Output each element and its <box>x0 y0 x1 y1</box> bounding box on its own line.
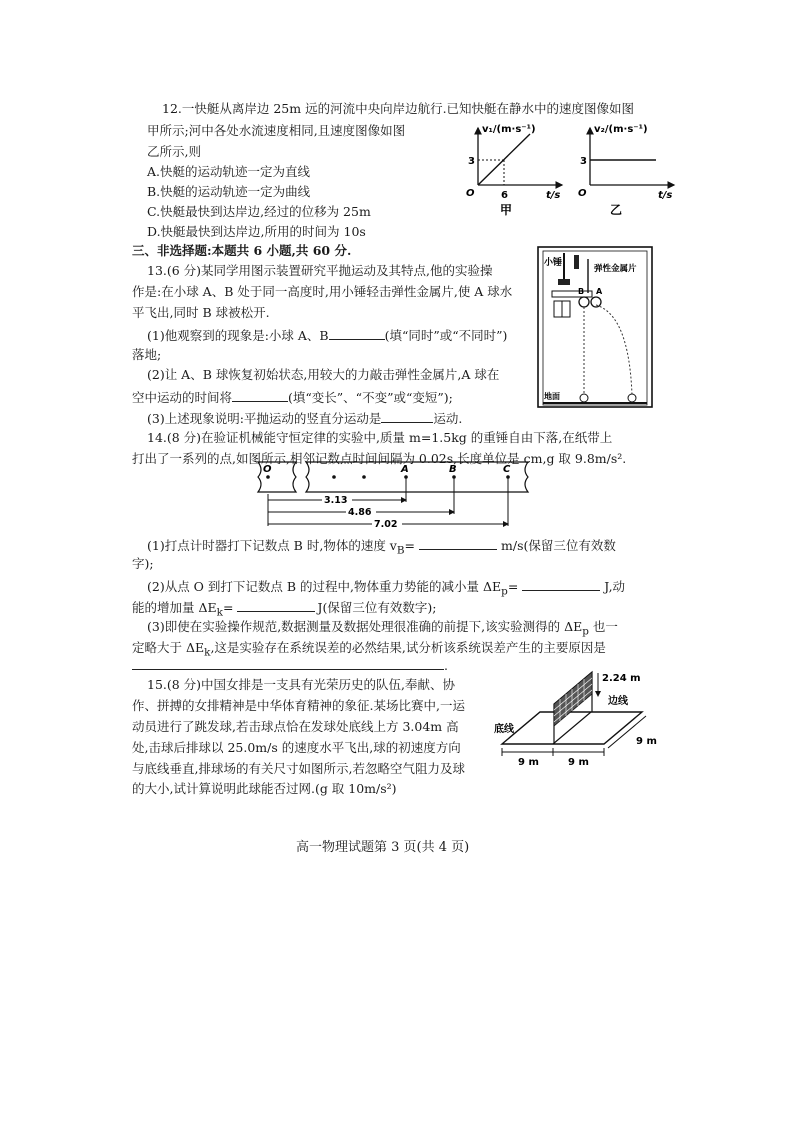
q13-part2-hint: (填“变长”、“不变”或“变短”); <box>288 390 453 405</box>
q13-fig-ball-b-label: B <box>578 287 585 296</box>
q13-part1-end: 落地; <box>132 347 162 362</box>
q12-option-d: D.快艇最快到达岸边,所用的时间为 10s <box>147 224 366 239</box>
q12-graph-b-ylabel: v₂/(m·s⁻¹) <box>594 124 648 135</box>
q14-part2-text: (2)从点 O 到打下记数点 B 的过程中,物体重力势能的减小量 ΔE <box>147 579 502 594</box>
section-3-title: 三、非选择题:本题共 6 小题,共 60 分. <box>132 243 352 258</box>
q14-label-c: C <box>503 464 511 475</box>
q14-part3-line2-text: 定略大于 ΔE <box>132 640 205 655</box>
q15-baseline-label: 底线 <box>494 724 514 735</box>
q14-dist-ob: 4.86 <box>348 507 372 518</box>
page-footer: 高一物理试题第 3 页(共 4 页) <box>296 840 470 855</box>
q14-part3-line2-sub: k <box>204 646 211 659</box>
q14-part2-sub: p <box>501 585 508 598</box>
q13-part2-text: 空中运动的时间将 <box>132 390 233 405</box>
q14-line1: 14.(8 分)在验证机械能守恒定律的实验中,质量 m=1.5kg 的重锤自由下落,在纸带上 <box>147 430 613 445</box>
q15-court-figure <box>494 668 662 768</box>
q12-graph-a <box>458 120 570 220</box>
q14-dist-oc: 7.02 <box>374 519 398 530</box>
q12-option-b: B.快艇的运动轨迹一定为曲线 <box>147 184 311 199</box>
q13-part1-text: (1)他观察到的现象是:小球 A、B <box>147 328 329 343</box>
q12-graph-b <box>570 120 682 220</box>
q12-graph-b-xlabel: t/s <box>658 190 673 201</box>
q14-blank-1[interactable] <box>419 536 497 550</box>
q13-part1 <box>147 326 507 344</box>
q14-part2-unit: J,动 <box>604 579 626 594</box>
q13-blank-2[interactable] <box>232 388 288 402</box>
q14-part1-end: 字); <box>132 556 154 571</box>
q14-part3-line1 <box>147 619 618 640</box>
q13-blank-1[interactable] <box>329 326 385 340</box>
q14-blank-3[interactable] <box>237 598 315 612</box>
q14-part2-line2-text: 能的增加量 ΔE <box>132 600 217 615</box>
q15-line4: 处,击球后排球以 25.0m/s 的速度水平飞出,球的初速度方向 <box>132 740 461 755</box>
q14-part3-line2-cont: ,这是实验存在系统误差的必然结果,试分析该系统误差产生的主要原因是 <box>210 640 606 655</box>
q15-half1-label: 9 m <box>518 757 539 768</box>
q14-part3-line3 <box>132 656 448 674</box>
q15-line5: 与底线垂直,排球场的有关尺寸如图所示,若忽略空气阻力及球 <box>132 761 465 776</box>
q15-net-height-label: 2.24 m <box>602 673 641 684</box>
q13-line1: 13.(6 分)某同学用图示装置研究平抛运动及其特点,他的实验操 <box>147 263 493 278</box>
q12-graph-b-caption: 乙 <box>610 203 623 217</box>
q13-apparatus-figure <box>534 245 656 411</box>
q14-paper-tape-figure <box>250 458 540 530</box>
q13-part2-line1: (2)让 A、B 球恢复初始状态,用较大的力敲击弹性金属片,A 球在 <box>147 367 500 382</box>
q13-part2 <box>132 388 453 406</box>
q12-graph-a-ytick: 3 <box>468 156 475 167</box>
q14-part3-text: (3)即使在实验操作规范,数据测量及数据处理很准确的前提下,该实验测得的 ΔE <box>147 619 583 634</box>
q13-fig-hammer-label: 小锤 <box>544 258 563 268</box>
q12-graph-a-origin: O <box>466 188 475 199</box>
q14-label-o: O <box>263 464 272 475</box>
q15-width-label: 9 m <box>636 736 657 747</box>
q14-part3-cont: 也一 <box>588 619 618 634</box>
q12-graph-b-origin: O <box>578 188 587 199</box>
q13-part3-text: (3)上述现象说明:平抛运动的竖直分运动是 <box>147 411 382 426</box>
q12-graph-a-xlabel: t/s <box>546 190 561 201</box>
q14-blank-2[interactable] <box>522 577 600 591</box>
q15-line6: 的大小,试计算说明此球能否过网.(g 取 10m/s²) <box>132 781 397 796</box>
q12-option-a: A.快艇的运动轨迹一定为直线 <box>147 164 311 179</box>
q14-part3-end: . <box>444 658 448 673</box>
q12-graph-a-ylabel: v₁/(m·s⁻¹) <box>482 124 536 135</box>
q13-fig-ball-a-label: A <box>596 287 603 296</box>
q15-line2: 作、拼搏的女排精神是中华体育精神的象征.某场比赛中,一运 <box>132 698 465 713</box>
q12-option-c: C.快艇最快到达岸边,经过的位移为 25m <box>147 204 371 219</box>
q15-line3: 动员进行了跳发球,若击球点恰在发球处底线上方 3.04m 高 <box>132 719 459 734</box>
q14-line2: 打出了一系列的点,如图所示,相邻记数点时间间隔为 0.02s,长度单位是 cm,g 取 9.8m/s². <box>132 451 627 466</box>
q13-line3: 平飞出,同时 B 球被松开. <box>132 305 270 320</box>
q12-graph-a-caption: 甲 <box>500 203 513 217</box>
q12-stem-line1: 12.一快艇从离岸边 25m 远的河流中央向岸边航行.已知快艇在静水中的速度图像如图 <box>162 101 635 116</box>
q14-part1-sub: B <box>396 544 405 557</box>
q15-half2-label: 9 m <box>568 757 589 768</box>
q14-part2-line2-eq: = <box>222 600 234 615</box>
q13-part1-hint: (填“同时”或“不同时”) <box>384 328 508 343</box>
q14-blank-4[interactable] <box>132 656 444 670</box>
q14-label-b: B <box>449 464 457 475</box>
q14-part1-text: (1)打点计时器打下记数点 B 时,物体的速度 v <box>147 538 397 553</box>
q13-fig-plate-label: 弹性金属片 <box>594 264 637 274</box>
q15-line1: 15.(8 分)中国女排是一支具有光荣历史的队伍,奉献、协 <box>147 677 456 692</box>
q14-part1-unit: m/s(保留三位有效数 <box>501 538 616 553</box>
q14-part1 <box>147 536 616 559</box>
q13-line2: 作是:在小球 A、B 处于同一高度时,用小锤轻击弹性金属片,使 A 球水 <box>132 284 513 299</box>
q12-stem-line2: 甲所示;河中各处水流速度相同,且速度图像如图 <box>147 123 406 138</box>
q13-part3-end: 运动. <box>433 411 463 426</box>
q14-part2 <box>147 577 625 600</box>
q14-part2-line2 <box>132 598 436 621</box>
q12-stem-line3: 乙所示,则 <box>147 144 201 159</box>
q13-fig-ground-label: 地面 <box>544 392 560 401</box>
q14-part2-eq: = <box>507 579 519 594</box>
q14-label-a: A <box>401 464 409 475</box>
q14-part2-line2-unit: J(保留三位有效数字); <box>317 600 437 615</box>
q14-part1-eq: = <box>404 538 415 553</box>
q14-part3-sub: p <box>582 625 589 638</box>
q12-graph-a-xtick: 6 <box>501 190 508 201</box>
q14-part2-line2-sub: k <box>216 606 223 619</box>
q14-dist-oa: 3.13 <box>324 495 348 506</box>
q15-sideline-label: 边线 <box>608 696 628 707</box>
q13-part3 <box>147 409 462 427</box>
q12-graph-b-ytick: 3 <box>580 156 587 167</box>
q13-blank-3[interactable] <box>381 409 433 423</box>
